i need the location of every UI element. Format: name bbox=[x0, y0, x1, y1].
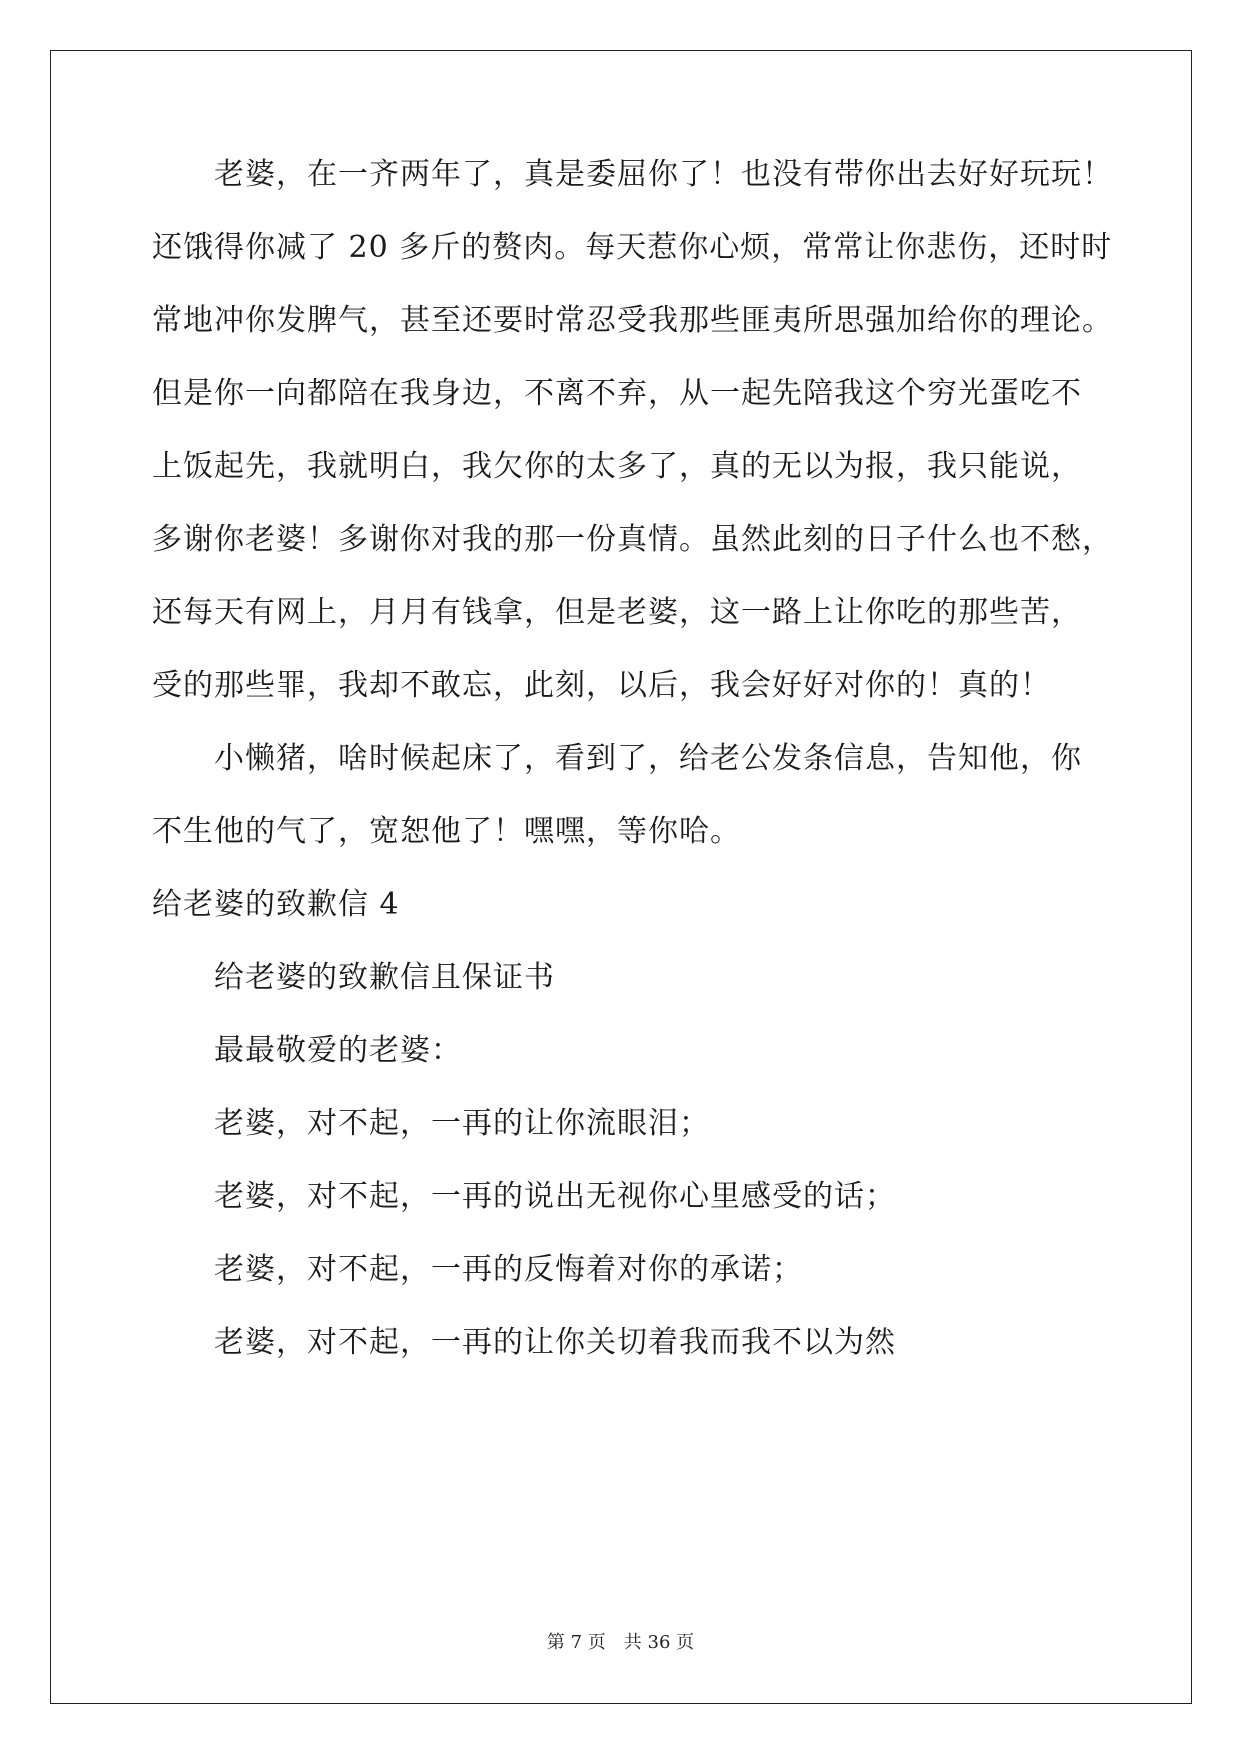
letter-title: 给老婆的致歉信且保证书 bbox=[214, 960, 555, 995]
paragraph-line: 常地冲你发脾气，甚至还要时常忍受我那些匪夷所思强加给你的理论。 bbox=[152, 303, 1113, 338]
paragraph-line: 老婆，对不起，一再的让你流眼泪； bbox=[214, 1106, 710, 1141]
paragraph-line: 不生他的气了，宽恕他了！嘿嘿，等你哈。 bbox=[152, 814, 741, 849]
paragraph-line: 上饭起先，我就明白，我欠你的太多了，真的无以为报，我只能说， bbox=[152, 449, 1082, 484]
paragraph-line: 多谢你老婆！多谢你对我的那一份真情。虽然此刻的日子什么也不愁， bbox=[152, 522, 1113, 557]
paragraph-line: 老婆，对不起，一再的说出无视你心里感受的话； bbox=[214, 1179, 896, 1214]
paragraph-line: 老婆，对不起，一再的反悔着对你的承诺； bbox=[214, 1252, 803, 1287]
paragraph-line: 老婆，对不起，一再的让你关切着我而我不以为然 bbox=[214, 1325, 896, 1360]
paragraph-line: 还饿得你减了 20 多斤的赘肉。每天惹你心烦，常常让你悲伤，还时时 bbox=[152, 230, 1113, 265]
section-heading: 给老婆的致歉信 4 bbox=[152, 887, 400, 922]
paragraph-line: 小懒猪，啥时候起床了，看到了，给老公发条信息，告知他，你 bbox=[214, 741, 1082, 776]
paragraph-line: 老婆，在一齐两年了，真是委屈你了！也没有带你出去好好玩玩！ bbox=[214, 157, 1113, 192]
paragraph-line: 还每天有网上，月月有钱拿，但是老婆，这一路上让你吃的那些苦， bbox=[152, 595, 1082, 630]
paragraph-line: 受的那些罪，我却不敢忘，此刻，以后，我会好好对你的！真的！ bbox=[152, 668, 1051, 703]
page-number: 第 7 页 共 36 页 bbox=[546, 1632, 695, 1653]
page-border bbox=[50, 50, 1192, 1704]
letter-salutation: 最最敬爱的老婆： bbox=[214, 1033, 462, 1068]
paragraph-line: 但是你一向都陪在我身边，不离不弃，从一起先陪我这个穷光蛋吃不 bbox=[152, 376, 1082, 411]
